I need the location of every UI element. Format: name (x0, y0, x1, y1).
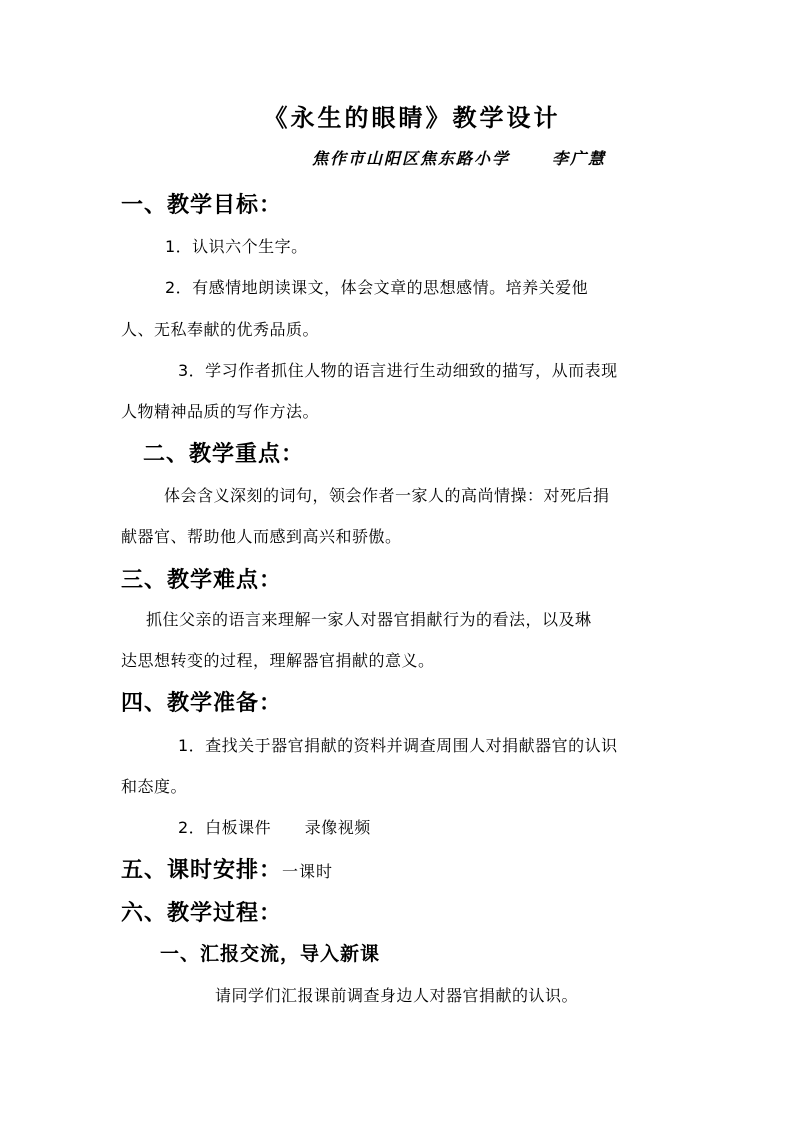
key-points-text: 献器官、帮助他人而感到高兴和骄傲。 (121, 527, 402, 546)
key-points-heading: 二、教学重点： (143, 442, 305, 467)
preparation-item: 1．查找关于器官捐献的资料并调查周围人对捐献器官的认识 (178, 736, 618, 755)
document-title: 《永生的眼睛》教学设计 (263, 104, 561, 132)
key-points-text: 体会含义深刻的词句，领会作者一家人的高尚情操：对死后捐 (164, 486, 610, 505)
process-heading: 六、教学过程： (121, 901, 283, 926)
preparation-heading: 四、教学准备： (121, 691, 283, 716)
goals-item: 1．认识六个生字。 (165, 237, 308, 256)
goals-item-continued: 人、无私奉献的优秀品质。 (121, 320, 320, 339)
preparation-item-continued: 和态度。 (121, 777, 188, 796)
difficulties-heading: 三、教学难点： (121, 568, 283, 593)
process-text: 请同学们汇报课前调查身边人对器官捐献的认识。 (215, 986, 579, 1005)
schedule-line (121, 853, 333, 884)
difficulties-text: 抓住父亲的语言来理解一家人对器官捐献行为的看法，以及琳 (146, 610, 592, 629)
preparation-item: 2．白板课件 录像视频 (178, 818, 371, 837)
author-line (312, 146, 606, 169)
difficulties-text: 达思想转变的过程，理解器官捐献的意义。 (121, 651, 435, 670)
schedule-value: 一课时 (282, 862, 334, 881)
goals-item: 2．有感情地朗读课文，体会文章的思想感情。培养关爱他 (165, 278, 589, 297)
goals-heading: 一、教学目标： (121, 193, 283, 218)
author-name: 李广慧 (552, 149, 607, 168)
process-subheading: 一、汇报交流，导入新课 (160, 943, 381, 965)
author-school: 焦作市山阳区焦东路小学 (312, 149, 511, 168)
goals-item-continued: 人物精神品质的写作方法。 (121, 402, 320, 421)
schedule-heading: 五、课时安排： (121, 858, 283, 883)
goals-item: 3．学习作者抓住人物的语言进行生动细致的描写，从而表现 (178, 361, 618, 380)
